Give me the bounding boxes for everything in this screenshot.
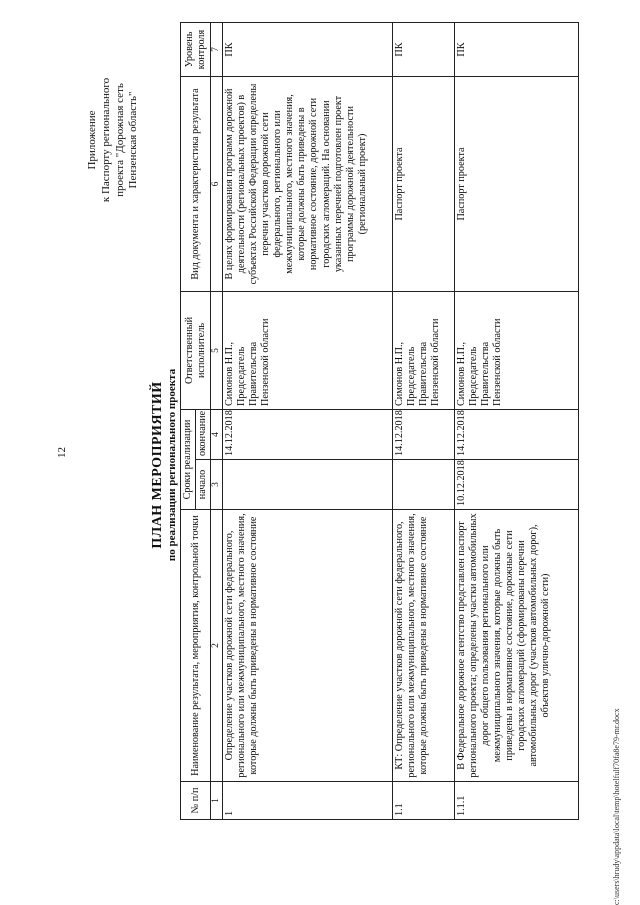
header-end: окончание — [196, 409, 211, 459]
row-executor: Симонов Н.П., Председатель Правительства Пензенской области — [393, 291, 455, 409]
row-control: ПК — [393, 22, 455, 76]
row-name: Определение участков дорожной сети федерального, регионального или межмуниципального, местного значения, которые должны быть приведены в нормативное состояние — [223, 510, 393, 782]
col-number: 3 — [211, 460, 223, 510]
row-start — [223, 460, 393, 510]
col-number: 5 — [211, 291, 223, 409]
header-control: Уровень контроля — [181, 22, 211, 76]
row-name: КТ: Определение участков дорожной сети федерального, регионального или межмуниципального, местного значения, которые должны быть приведены в нормативное состояние — [393, 510, 455, 782]
row-start: 10.12.2018 — [455, 460, 579, 510]
row-start — [393, 460, 455, 510]
file-path-footer: c:\users\hrudy\appdata\local\temp\hotelfulf70fa8e79-mr.docx — [612, 708, 621, 905]
appendix-line: Приложение — [86, 110, 98, 170]
plan-table — [180, 22, 579, 820]
appendix-line: проекта "Дорожная сеть — [113, 83, 126, 197]
row-doc: Паспорт проекта — [455, 76, 579, 291]
table-row — [455, 22, 579, 819]
header-num: № п/п — [181, 782, 211, 820]
row-num: 1.1.1 — [455, 782, 579, 820]
row-doc: В целях формирования программ дорожной деятельности (региональных проектов) в субъектах Российской Федерации определены перечни участков дорожной сети федерального, регионального или межмуниципального, местного значения, которые должны быть приведены в нормативное состояние, дорожной сети городских агломераций. На основании указанных перечней подготовлен проект программы дорожной деятельности (региональный проект) — [223, 76, 393, 291]
header-executor: Ответственный исполнитель — [181, 291, 211, 409]
col-number: 4 — [211, 409, 223, 459]
row-num: 1.1 — [393, 782, 455, 820]
header-name: Наименование результата, мероприятия, контрольной точки — [181, 510, 211, 782]
header-period: Сроки реализации — [181, 409, 196, 509]
row-executor: Симонов Н.П., Председатель Правительства Пензенской области — [223, 291, 393, 409]
table-row — [393, 22, 455, 819]
page-number: 12 — [56, 447, 68, 458]
header-start: начало — [196, 460, 211, 510]
row-executor: Симонов Н.П., Председатель Правительства Пензенской области — [455, 291, 579, 409]
col-number: 1 — [211, 782, 223, 820]
appendix-line: Пензенская область" — [127, 91, 140, 189]
row-num: 1 — [223, 782, 393, 820]
appendix-note — [86, 65, 141, 215]
row-name: В Федеральное дорожное агентство представлен паспорт регионального проекта; определены участки автомобильных дорог общего пользования регионального или межмуниципального значения, которые должны быть приведены в нормативное состояние, дорожные сети городских агломераций (сформированы перечни автомобильных дорог (участков автомобильных дорог), объектов улично-дорожной сети) — [455, 510, 579, 782]
col-number: 6 — [211, 76, 223, 291]
plan-title: ПЛАН МЕРОПРИЯТИЙ — [150, 381, 165, 549]
table-row — [223, 22, 393, 819]
row-end: 14.12.2018 — [393, 409, 455, 459]
row-end: 14.12.2018 — [455, 409, 579, 459]
column-number-row — [211, 22, 223, 819]
col-number: 2 — [211, 510, 223, 782]
col-number: 7 — [211, 22, 223, 76]
plan-subtitle: по реализации регионального проекта — [166, 368, 178, 562]
row-control: ПК — [455, 22, 579, 76]
row-control: ПК — [223, 22, 393, 76]
header-doc: Вид документа и характеристика результата — [181, 76, 211, 291]
appendix-line: к Паспорту регионального — [99, 77, 112, 203]
row-end: 14.12.2018 — [223, 409, 393, 459]
row-doc: Паспорт проекта — [393, 76, 455, 291]
table-header-row — [181, 22, 196, 819]
